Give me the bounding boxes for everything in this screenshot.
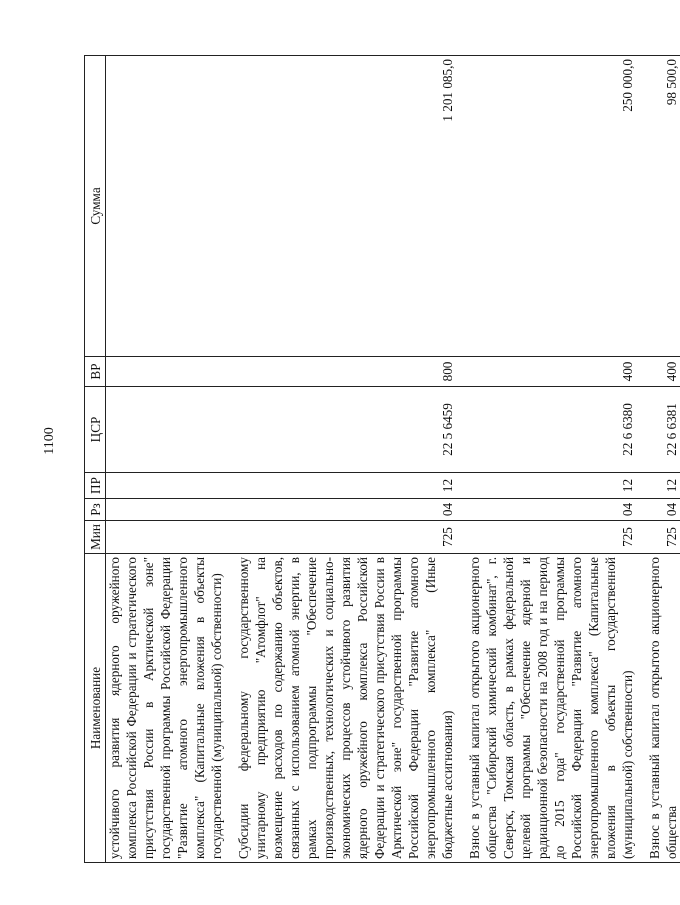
- table-row: [646, 56, 680, 863]
- budget-table: [84, 55, 680, 863]
- header-min: Мин: [85, 521, 106, 554]
- row-pr: 12: [235, 473, 466, 499]
- table-row: [466, 56, 646, 863]
- header-row: [85, 56, 106, 863]
- row-min: 725: [235, 521, 466, 554]
- row-vr: 800: [235, 357, 466, 387]
- table-row: [106, 56, 236, 863]
- row-csr: 22 5 6459: [235, 387, 466, 473]
- row-rz: 04: [235, 499, 466, 521]
- row-rz: [106, 499, 236, 521]
- row-name: устойчивого развития ядерного оружейного комплекса Российской Федерации и стратегического присутствия России в Арктической зоне" государственной программы Российской Федерации "Развитие атомного энергопромышленного комплекса" (Капитальные вложения в объекты государственной (муниципальной) собственности): [106, 554, 236, 863]
- row-vr: 400: [466, 357, 646, 387]
- row-sum: 1 201 085,0: [235, 56, 466, 357]
- row-rz: 04: [646, 499, 680, 521]
- row-sum: 250 000,0: [466, 56, 646, 357]
- table-body: [106, 56, 680, 863]
- row-csr: [106, 387, 236, 473]
- header-csr: ЦСР: [85, 387, 106, 473]
- row-name: Взнос в уставный капитал открытого акционерного общества "Сибирский химический комбинат", г. Северск, Томская область, в рамках федеральной целевой программы "Обеспечение ядерной и радиационной безопасности на 2008 год и на период до 2015 года" государственной программы Российской Федерации "Развитие атомного энергопромышленного комплекса" (Капитальные вложения в объекты государственной (муниципальной) собственности): [466, 554, 646, 863]
- header-name: Наименование: [85, 554, 106, 863]
- header-vr: ВР: [85, 357, 106, 387]
- header-sum: Сумма: [85, 56, 106, 357]
- row-min: 725: [646, 521, 680, 554]
- table-row: [235, 56, 466, 863]
- row-sum: 98 500,0: [646, 56, 680, 357]
- row-pr: 12: [646, 473, 680, 499]
- row-pr: 12: [466, 473, 646, 499]
- row-sum: [106, 56, 236, 357]
- page-number: 1100: [42, 427, 57, 455]
- row-vr: [106, 357, 236, 387]
- row-min: 725: [466, 521, 646, 554]
- row-csr: 22 6 6381: [646, 387, 680, 473]
- row-pr: [106, 473, 236, 499]
- header-pr: ПР: [85, 473, 106, 499]
- row-vr: 400: [646, 357, 680, 387]
- row-min: [106, 521, 236, 554]
- header-rz: Рз: [85, 499, 106, 521]
- table-header: [85, 56, 106, 863]
- row-name: Субсидии федеральному государственному унитарному предприятию "Атомфлот" на возмещение расходов по содержанию объектов, связанных с использованием атомной энергии, в рамках подпрограммы "Обеспечение производственных, технологических и социально-экономических процессов устойчивого развития ядерного оружейного комплекса Российской Федерации и стратегического присутствия России в Арктической зоне" государственной программы Российской Федерации "Развитие атомного энергопромышленного комплекса" (Иные бюджетные ассигнования): [235, 554, 466, 863]
- row-csr: 22 6 6380: [466, 387, 646, 473]
- row-name: Взнос в уставный капитал открытого акционерного общества: [646, 554, 680, 863]
- row-rz: 04: [466, 499, 646, 521]
- rotated-table-container: [84, 55, 679, 863]
